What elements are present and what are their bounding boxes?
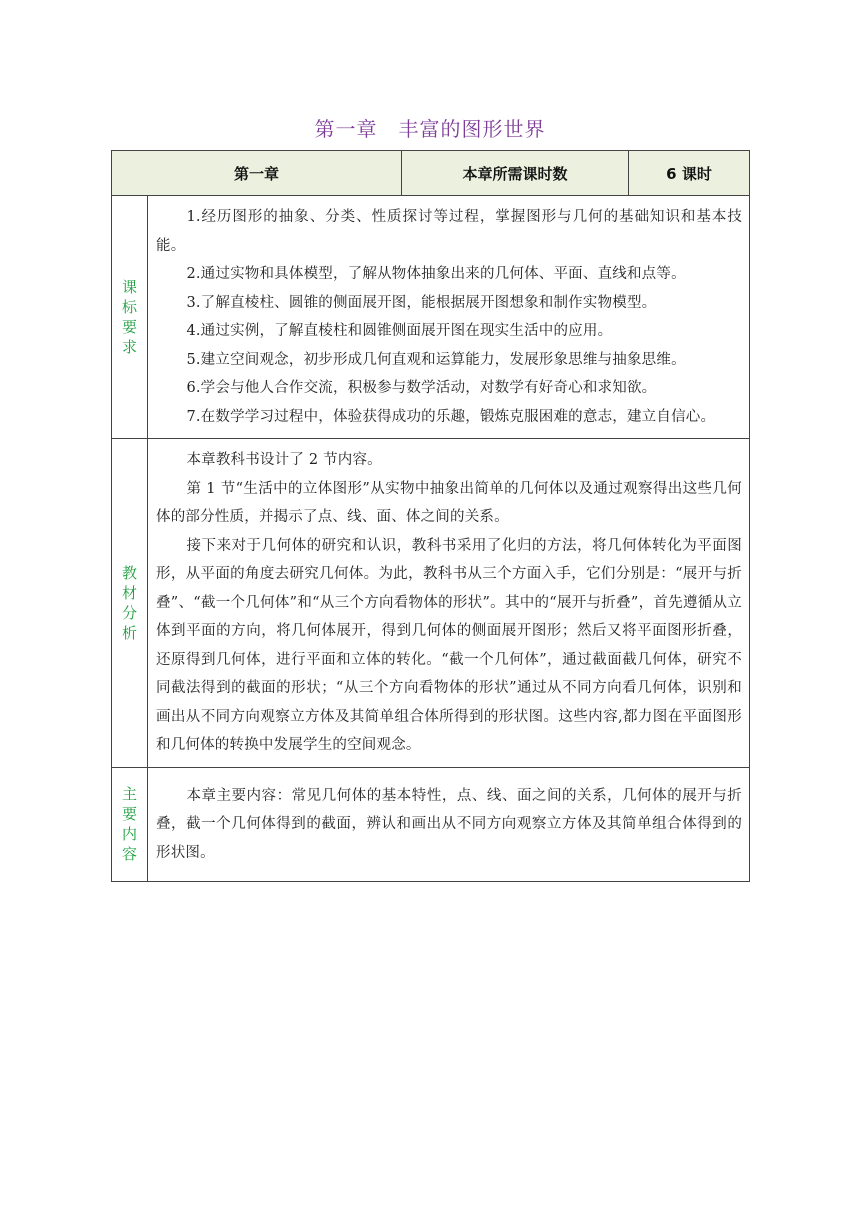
hours-label-cell: 本章所需课时数 — [402, 151, 629, 196]
section-row-analysis — [112, 439, 750, 768]
paragraph: 5.建立空间观念，初步形成几何直观和运算能力，发展形象思维与抽象思维。 — [186, 351, 686, 368]
paragraph: 2.通过实物和具体模型，了解从物体抽象出来的几何体、平面、直线和点等。 — [186, 266, 686, 282]
paragraph: 7.在数学学习过程中，体验获得成功的乐趣，锻炼克服困难的意志，建立自信心。 — [186, 408, 716, 425]
paragraph: 第 1 节“生活中的立体图形”从实物中抽象出简单的几何体以及通过观察得出这些几何体的部分性质，并揭示了点、线、面、体之间的关系。 — [156, 480, 743, 525]
section-label-curriculum: 课 标 要 求 — [112, 196, 148, 439]
chapter-table — [111, 150, 750, 882]
section-row-main-content — [112, 767, 750, 882]
paragraph: 4.通过实例，了解直棱柱和圆锥侧面展开图在现实生活中的应用。 — [186, 323, 613, 339]
section-label-main-content: 主 要 内 容 — [112, 767, 148, 882]
section-content-curriculum — [148, 196, 750, 439]
hours-value-cell: 6 课时 — [629, 151, 750, 196]
section-row-curriculum — [112, 196, 750, 439]
section-content-main-content — [148, 767, 750, 882]
paragraph: 本章主要内容：常见几何体的基本特性，点、线、面之间的关系，几何体的展开与折叠，截一个几何体得到的截面，辨认和画出从不同方向观察立方体及其简单组合体得到的形状图。 — [156, 787, 743, 861]
section-label-analysis: 教 材 分 析 — [112, 439, 148, 768]
paragraph: 本章教科书设计了 2 节内容。 — [186, 452, 382, 468]
paragraph: 6.学会与他人合作交流，积极参与数学活动，对数学有好奇心和求知欲。 — [186, 380, 657, 396]
table-header-row — [112, 151, 750, 196]
section-content-analysis — [148, 439, 750, 768]
paragraph: 1.经历图形的抽象、分类、性质探讨等过程，掌握图形与几何的基础知识和基本技能。 — [156, 209, 743, 254]
paragraph: 3.了解直棱柱、圆锥的侧面展开图，能根据展开图想象和制作实物模型。 — [186, 294, 657, 311]
chapter-cell: 第一章 — [112, 151, 402, 196]
page-title: 第一章 丰富的图形世界 — [314, 117, 546, 141]
paragraph: 接下来对于几何体的研究和认识，教科书采用了化归的方法，将几何体转化为平面图形，从平面的角度去研究几何体。为此，教科书从三个方面入手，它们分别是：“展开与折叠”、“截一个几何体”和“从三个方向看物体的形状”。其中的“展开与折叠”，首先遵循从立体到平面的方向，将几何体展开，得到几何体的侧面展开图形；然后又将平面图形折叠，还原得到几何体，进行平面和立体的转化。“截一个几何体”，通过截面截几何体，研究不同截法得到的截面的形状；“从三个方向看物体的形状”通过从不同方向看几何体，识别和画出从不同方向观察立方体及其简单组合体所得到的形状图。这些内容,都力图在平面图形和几何体的转换中发展学生的空间观念。 — [156, 537, 743, 753]
